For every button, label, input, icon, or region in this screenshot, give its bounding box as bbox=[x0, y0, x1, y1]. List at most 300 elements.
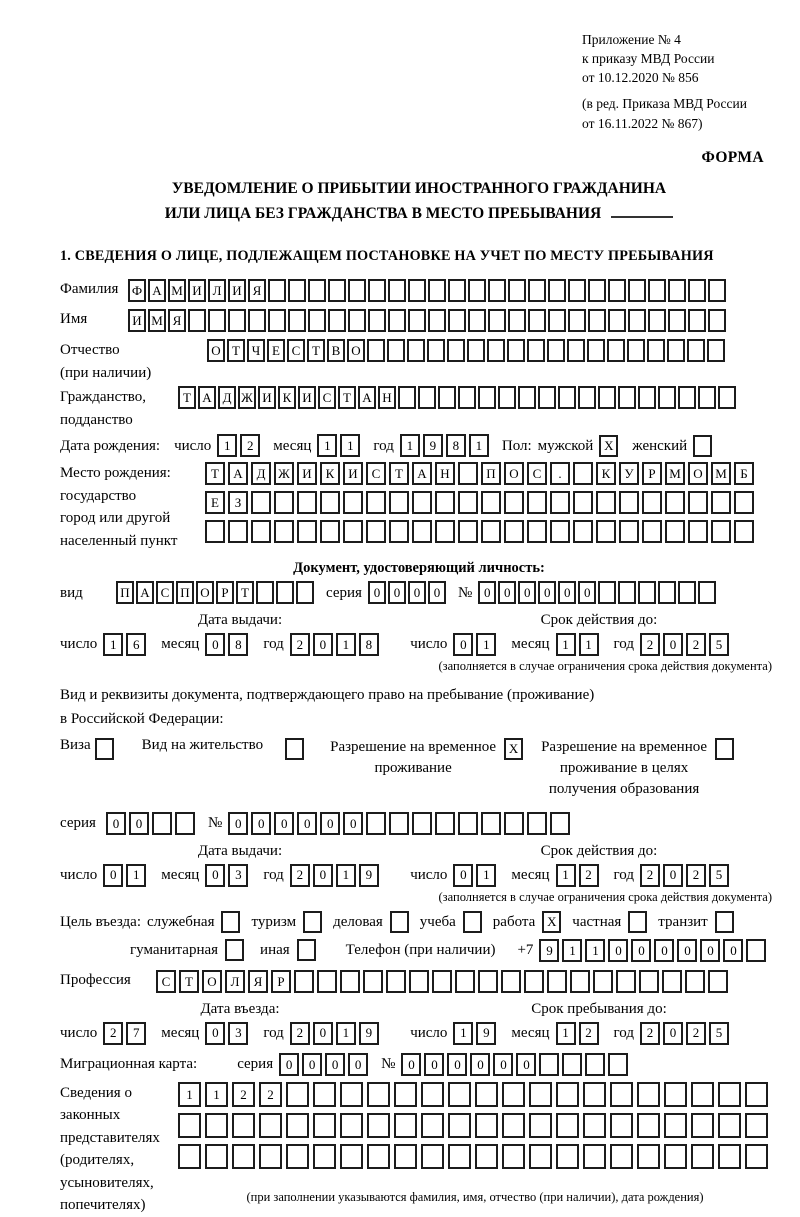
representatives-line3[interactable] bbox=[178, 1144, 772, 1169]
char-cell[interactable]: 0 bbox=[343, 812, 363, 835]
char-cell[interactable]: 0 bbox=[453, 633, 473, 656]
char-cell[interactable]: Т bbox=[338, 386, 356, 409]
char-cell[interactable] bbox=[188, 309, 206, 332]
char-cell[interactable] bbox=[366, 520, 386, 543]
other-checkbox[interactable] bbox=[297, 939, 318, 961]
char-cell[interactable] bbox=[658, 581, 676, 604]
char-cell[interactable]: 0 bbox=[401, 1053, 421, 1076]
valid-day-input[interactable] bbox=[453, 633, 499, 656]
char-cell[interactable]: П bbox=[481, 462, 501, 485]
char-cell[interactable] bbox=[547, 970, 567, 993]
char-cell[interactable]: 2 bbox=[290, 864, 310, 887]
char-cell[interactable]: 0 bbox=[663, 633, 683, 656]
char-cell[interactable] bbox=[588, 279, 606, 302]
birth-place-line3[interactable] bbox=[205, 520, 757, 543]
char-cell[interactable] bbox=[685, 970, 705, 993]
char-cell[interactable] bbox=[691, 1144, 714, 1169]
until-year-input[interactable] bbox=[640, 1022, 732, 1045]
char-cell[interactable] bbox=[251, 491, 271, 514]
char-cell[interactable] bbox=[458, 491, 478, 514]
char-cell[interactable] bbox=[583, 1082, 606, 1107]
char-cell[interactable] bbox=[232, 1144, 255, 1169]
char-cell[interactable] bbox=[343, 491, 363, 514]
char-cell[interactable] bbox=[274, 491, 294, 514]
char-cell[interactable]: И bbox=[128, 309, 146, 332]
char-cell[interactable] bbox=[668, 279, 686, 302]
char-cell[interactable] bbox=[664, 1144, 687, 1169]
char-cell[interactable] bbox=[688, 279, 706, 302]
char-cell[interactable]: Л bbox=[225, 970, 245, 993]
char-cell[interactable] bbox=[527, 339, 545, 362]
char-cell[interactable] bbox=[638, 581, 656, 604]
char-cell[interactable] bbox=[610, 1113, 633, 1138]
char-cell[interactable] bbox=[715, 738, 734, 760]
char-cell[interactable] bbox=[421, 1113, 444, 1138]
char-cell[interactable] bbox=[608, 279, 626, 302]
char-cell[interactable] bbox=[178, 1144, 201, 1169]
char-cell[interactable]: 1 bbox=[562, 939, 582, 962]
representatives-line1[interactable] bbox=[178, 1082, 772, 1107]
char-cell[interactable] bbox=[398, 386, 416, 409]
female-checkbox[interactable] bbox=[693, 435, 714, 457]
char-cell[interactable]: 9 bbox=[423, 434, 443, 457]
char-cell[interactable] bbox=[708, 970, 728, 993]
char-cell[interactable] bbox=[205, 1144, 228, 1169]
char-cell[interactable]: 0 bbox=[518, 581, 536, 604]
entry-month-input[interactable] bbox=[205, 1022, 251, 1045]
char-cell[interactable]: 7 bbox=[126, 1022, 146, 1045]
char-cell[interactable] bbox=[448, 279, 466, 302]
char-cell[interactable]: 1 bbox=[336, 1022, 356, 1045]
char-cell[interactable] bbox=[711, 520, 731, 543]
char-cell[interactable]: X bbox=[599, 435, 618, 457]
char-cell[interactable] bbox=[665, 520, 685, 543]
char-cell[interactable]: . bbox=[550, 462, 570, 485]
char-cell[interactable]: Т bbox=[205, 462, 225, 485]
char-cell[interactable]: 2 bbox=[686, 864, 706, 887]
char-cell[interactable] bbox=[585, 1053, 605, 1076]
char-cell[interactable] bbox=[435, 812, 455, 835]
char-cell[interactable]: 2 bbox=[290, 633, 310, 656]
char-cell[interactable] bbox=[297, 939, 316, 961]
char-cell[interactable] bbox=[667, 339, 685, 362]
char-cell[interactable]: А bbox=[412, 462, 432, 485]
char-cell[interactable] bbox=[389, 520, 409, 543]
representatives-line2[interactable] bbox=[178, 1113, 772, 1138]
char-cell[interactable] bbox=[568, 309, 586, 332]
char-cell[interactable]: 1 bbox=[476, 864, 496, 887]
migration-seriya-input[interactable] bbox=[279, 1053, 371, 1076]
official-checkbox[interactable] bbox=[221, 911, 242, 933]
char-cell[interactable] bbox=[598, 386, 616, 409]
char-cell[interactable] bbox=[638, 386, 656, 409]
char-cell[interactable]: 2 bbox=[686, 633, 706, 656]
char-cell[interactable]: Н bbox=[378, 386, 396, 409]
issue-year-input[interactable] bbox=[290, 633, 382, 656]
char-cell[interactable]: 1 bbox=[217, 434, 237, 457]
char-cell[interactable] bbox=[386, 970, 406, 993]
char-cell[interactable]: 0 bbox=[516, 1053, 536, 1076]
char-cell[interactable] bbox=[481, 491, 501, 514]
char-cell[interactable] bbox=[708, 279, 726, 302]
char-cell[interactable] bbox=[308, 279, 326, 302]
char-cell[interactable] bbox=[648, 279, 666, 302]
valid-month-input[interactable] bbox=[556, 633, 602, 656]
char-cell[interactable] bbox=[687, 339, 705, 362]
char-cell[interactable] bbox=[475, 1144, 498, 1169]
migration-nomer-input[interactable] bbox=[401, 1053, 631, 1076]
char-cell[interactable]: С bbox=[287, 339, 305, 362]
char-cell[interactable] bbox=[664, 1082, 687, 1107]
char-cell[interactable]: 0 bbox=[677, 939, 697, 962]
char-cell[interactable]: 0 bbox=[325, 1053, 345, 1076]
char-cell[interactable] bbox=[248, 309, 266, 332]
char-cell[interactable] bbox=[225, 939, 244, 961]
char-cell[interactable] bbox=[711, 491, 731, 514]
valid-month-input[interactable] bbox=[556, 864, 602, 887]
char-cell[interactable]: 2 bbox=[579, 864, 599, 887]
valid-day-input[interactable] bbox=[453, 864, 499, 887]
tourism-checkbox[interactable] bbox=[303, 911, 324, 933]
char-cell[interactable] bbox=[718, 1113, 741, 1138]
char-cell[interactable] bbox=[524, 970, 544, 993]
birth-place-line1[interactable] bbox=[205, 462, 757, 485]
char-cell[interactable]: С bbox=[156, 970, 176, 993]
char-cell[interactable]: 0 bbox=[313, 633, 333, 656]
char-cell[interactable] bbox=[475, 1082, 498, 1107]
char-cell[interactable] bbox=[478, 970, 498, 993]
char-cell[interactable]: 0 bbox=[578, 581, 596, 604]
char-cell[interactable]: X bbox=[542, 911, 561, 933]
char-cell[interactable] bbox=[508, 309, 526, 332]
vnzh-checkbox[interactable] bbox=[285, 738, 306, 760]
char-cell[interactable] bbox=[427, 339, 445, 362]
char-cell[interactable]: 1 bbox=[556, 1022, 576, 1045]
char-cell[interactable]: Т bbox=[307, 339, 325, 362]
char-cell[interactable]: Р bbox=[271, 970, 291, 993]
valid-year-input[interactable] bbox=[640, 864, 732, 887]
char-cell[interactable] bbox=[688, 309, 706, 332]
char-cell[interactable] bbox=[529, 1082, 552, 1107]
char-cell[interactable]: Е bbox=[267, 339, 285, 362]
char-cell[interactable] bbox=[558, 386, 576, 409]
char-cell[interactable] bbox=[394, 1144, 417, 1169]
char-cell[interactable]: 0 bbox=[348, 1053, 368, 1076]
char-cell[interactable]: 0 bbox=[408, 581, 426, 604]
char-cell[interactable] bbox=[95, 738, 114, 760]
char-cell[interactable] bbox=[467, 339, 485, 362]
char-cell[interactable] bbox=[508, 279, 526, 302]
char-cell[interactable] bbox=[288, 279, 306, 302]
char-cell[interactable] bbox=[421, 1144, 444, 1169]
char-cell[interactable] bbox=[232, 1113, 255, 1138]
char-cell[interactable] bbox=[228, 520, 248, 543]
char-cell[interactable] bbox=[408, 279, 426, 302]
char-cell[interactable] bbox=[251, 520, 271, 543]
issue-year-input[interactable] bbox=[290, 864, 382, 887]
char-cell[interactable] bbox=[498, 386, 516, 409]
char-cell[interactable]: А bbox=[136, 581, 154, 604]
char-cell[interactable]: 0 bbox=[274, 812, 294, 835]
entry-day-input[interactable] bbox=[103, 1022, 149, 1045]
char-cell[interactable]: Р bbox=[216, 581, 234, 604]
char-cell[interactable]: 8 bbox=[228, 633, 248, 656]
char-cell[interactable]: 0 bbox=[654, 939, 674, 962]
char-cell[interactable]: С bbox=[156, 581, 174, 604]
birth-month-input[interactable] bbox=[317, 434, 363, 457]
birth-place-line2[interactable] bbox=[205, 491, 757, 514]
char-cell[interactable] bbox=[548, 309, 566, 332]
char-cell[interactable]: 0 bbox=[106, 812, 126, 835]
char-cell[interactable]: 2 bbox=[259, 1082, 282, 1107]
char-cell[interactable]: 0 bbox=[368, 581, 386, 604]
char-cell[interactable] bbox=[458, 386, 476, 409]
char-cell[interactable] bbox=[303, 911, 322, 933]
char-cell[interactable]: 3 bbox=[228, 1022, 248, 1045]
char-cell[interactable] bbox=[628, 279, 646, 302]
char-cell[interactable] bbox=[488, 309, 506, 332]
char-cell[interactable]: 2 bbox=[579, 1022, 599, 1045]
char-cell[interactable] bbox=[367, 1113, 390, 1138]
char-cell[interactable] bbox=[678, 581, 696, 604]
char-cell[interactable]: 2 bbox=[103, 1022, 123, 1045]
rvp-education-checkbox[interactable] bbox=[715, 738, 736, 760]
char-cell[interactable] bbox=[547, 339, 565, 362]
char-cell[interactable] bbox=[268, 309, 286, 332]
char-cell[interactable] bbox=[570, 970, 590, 993]
char-cell[interactable]: 0 bbox=[700, 939, 720, 962]
char-cell[interactable] bbox=[745, 1113, 768, 1138]
char-cell[interactable] bbox=[317, 970, 337, 993]
valid-year-input[interactable] bbox=[640, 633, 732, 656]
char-cell[interactable] bbox=[256, 581, 274, 604]
char-cell[interactable]: 0 bbox=[205, 633, 225, 656]
char-cell[interactable] bbox=[647, 339, 665, 362]
char-cell[interactable]: 0 bbox=[313, 864, 333, 887]
char-cell[interactable] bbox=[340, 1144, 363, 1169]
char-cell[interactable]: М bbox=[665, 462, 685, 485]
male-checkbox[interactable] bbox=[599, 435, 620, 457]
char-cell[interactable] bbox=[285, 738, 304, 760]
char-cell[interactable] bbox=[718, 1082, 741, 1107]
char-cell[interactable] bbox=[556, 1144, 579, 1169]
char-cell[interactable] bbox=[573, 462, 593, 485]
char-cell[interactable] bbox=[308, 309, 326, 332]
char-cell[interactable]: О bbox=[504, 462, 524, 485]
char-cell[interactable]: Я bbox=[248, 970, 268, 993]
char-cell[interactable] bbox=[259, 1113, 282, 1138]
char-cell[interactable]: И bbox=[298, 386, 316, 409]
char-cell[interactable] bbox=[573, 520, 593, 543]
issue-month-input[interactable] bbox=[205, 864, 251, 887]
char-cell[interactable] bbox=[527, 491, 547, 514]
char-cell[interactable] bbox=[408, 309, 426, 332]
char-cell[interactable]: 1 bbox=[126, 864, 146, 887]
char-cell[interactable]: Я bbox=[168, 309, 186, 332]
char-cell[interactable] bbox=[608, 1053, 628, 1076]
char-cell[interactable] bbox=[313, 1113, 336, 1138]
char-cell[interactable] bbox=[259, 1144, 282, 1169]
char-cell[interactable] bbox=[205, 1113, 228, 1138]
char-cell[interactable]: 0 bbox=[103, 864, 123, 887]
char-cell[interactable] bbox=[548, 279, 566, 302]
doc-seriya-input[interactable] bbox=[368, 581, 448, 604]
char-cell[interactable]: 2 bbox=[640, 1022, 660, 1045]
char-cell[interactable] bbox=[718, 386, 736, 409]
char-cell[interactable]: К bbox=[320, 462, 340, 485]
char-cell[interactable] bbox=[734, 491, 754, 514]
char-cell[interactable] bbox=[286, 1082, 309, 1107]
char-cell[interactable] bbox=[628, 911, 647, 933]
char-cell[interactable] bbox=[328, 309, 346, 332]
char-cell[interactable]: П bbox=[176, 581, 194, 604]
char-cell[interactable] bbox=[367, 1144, 390, 1169]
char-cell[interactable] bbox=[538, 386, 556, 409]
char-cell[interactable] bbox=[619, 520, 639, 543]
work-checkbox[interactable] bbox=[542, 911, 563, 933]
char-cell[interactable] bbox=[343, 520, 363, 543]
char-cell[interactable] bbox=[642, 491, 662, 514]
char-cell[interactable] bbox=[587, 339, 605, 362]
char-cell[interactable]: 0 bbox=[388, 581, 406, 604]
char-cell[interactable] bbox=[340, 1113, 363, 1138]
issue-month-input[interactable] bbox=[205, 633, 251, 656]
char-cell[interactable]: А bbox=[228, 462, 248, 485]
char-cell[interactable]: 1 bbox=[556, 864, 576, 887]
char-cell[interactable] bbox=[394, 1113, 417, 1138]
char-cell[interactable] bbox=[228, 309, 246, 332]
char-cell[interactable] bbox=[627, 339, 645, 362]
char-cell[interactable] bbox=[368, 309, 386, 332]
char-cell[interactable] bbox=[276, 581, 294, 604]
residence-seriya-input[interactable] bbox=[106, 812, 198, 835]
char-cell[interactable]: 8 bbox=[446, 434, 466, 457]
char-cell[interactable]: И bbox=[188, 279, 206, 302]
char-cell[interactable]: 1 bbox=[340, 434, 360, 457]
issue-day-input[interactable] bbox=[103, 633, 149, 656]
char-cell[interactable] bbox=[718, 1144, 741, 1169]
char-cell[interactable] bbox=[642, 520, 662, 543]
char-cell[interactable] bbox=[618, 581, 636, 604]
char-cell[interactable]: 3 bbox=[228, 864, 248, 887]
char-cell[interactable] bbox=[648, 309, 666, 332]
char-cell[interactable] bbox=[348, 279, 366, 302]
humanitarian-checkbox[interactable] bbox=[225, 939, 246, 961]
char-cell[interactable]: И bbox=[297, 462, 317, 485]
char-cell[interactable]: 0 bbox=[538, 581, 556, 604]
char-cell[interactable]: Т bbox=[236, 581, 254, 604]
char-cell[interactable] bbox=[175, 812, 195, 835]
char-cell[interactable] bbox=[746, 939, 766, 962]
char-cell[interactable] bbox=[610, 1082, 633, 1107]
char-cell[interactable]: 2 bbox=[640, 864, 660, 887]
char-cell[interactable]: Ж bbox=[238, 386, 256, 409]
char-cell[interactable] bbox=[328, 279, 346, 302]
char-cell[interactable]: 0 bbox=[428, 581, 446, 604]
char-cell[interactable] bbox=[593, 970, 613, 993]
char-cell[interactable]: О bbox=[688, 462, 708, 485]
char-cell[interactable] bbox=[668, 309, 686, 332]
char-cell[interactable] bbox=[665, 491, 685, 514]
char-cell[interactable] bbox=[567, 339, 585, 362]
char-cell[interactable]: 0 bbox=[205, 1022, 225, 1045]
char-cell[interactable] bbox=[502, 1113, 525, 1138]
char-cell[interactable] bbox=[678, 386, 696, 409]
char-cell[interactable] bbox=[421, 1082, 444, 1107]
char-cell[interactable]: 1 bbox=[453, 1022, 473, 1045]
char-cell[interactable] bbox=[527, 812, 547, 835]
char-cell[interactable] bbox=[463, 911, 482, 933]
char-cell[interactable] bbox=[366, 812, 386, 835]
char-cell[interactable] bbox=[340, 1082, 363, 1107]
issue-day-input[interactable] bbox=[103, 864, 149, 887]
char-cell[interactable]: Л bbox=[208, 279, 226, 302]
char-cell[interactable] bbox=[368, 279, 386, 302]
char-cell[interactable] bbox=[539, 1053, 559, 1076]
char-cell[interactable]: 9 bbox=[359, 1022, 379, 1045]
char-cell[interactable]: 1 bbox=[476, 633, 496, 656]
transit-checkbox[interactable] bbox=[715, 911, 736, 933]
char-cell[interactable]: 0 bbox=[129, 812, 149, 835]
char-cell[interactable]: 6 bbox=[126, 633, 146, 656]
doc-nomer-input[interactable] bbox=[478, 581, 718, 604]
char-cell[interactable] bbox=[637, 1113, 660, 1138]
char-cell[interactable] bbox=[286, 1113, 309, 1138]
char-cell[interactable] bbox=[387, 339, 405, 362]
given-name-input[interactable] bbox=[128, 309, 728, 332]
entry-year-input[interactable] bbox=[290, 1022, 382, 1045]
char-cell[interactable]: 0 bbox=[453, 864, 473, 887]
char-cell[interactable]: Е bbox=[205, 491, 225, 514]
char-cell[interactable]: О bbox=[207, 339, 225, 362]
char-cell[interactable]: 0 bbox=[228, 812, 248, 835]
surname-input[interactable] bbox=[128, 279, 728, 302]
char-cell[interactable] bbox=[528, 309, 546, 332]
char-cell[interactable] bbox=[394, 1082, 417, 1107]
char-cell[interactable] bbox=[448, 1144, 471, 1169]
char-cell[interactable]: М bbox=[148, 309, 166, 332]
char-cell[interactable]: 0 bbox=[478, 581, 496, 604]
char-cell[interactable] bbox=[698, 581, 716, 604]
char-cell[interactable] bbox=[664, 1113, 687, 1138]
char-cell[interactable] bbox=[693, 435, 712, 457]
char-cell[interactable] bbox=[608, 309, 626, 332]
char-cell[interactable] bbox=[562, 1053, 582, 1076]
char-cell[interactable]: 0 bbox=[498, 581, 516, 604]
char-cell[interactable]: 1 bbox=[579, 633, 599, 656]
char-cell[interactable]: У bbox=[619, 462, 639, 485]
char-cell[interactable] bbox=[438, 386, 456, 409]
char-cell[interactable]: 1 bbox=[205, 1082, 228, 1107]
char-cell[interactable]: 0 bbox=[251, 812, 271, 835]
char-cell[interactable]: 0 bbox=[663, 864, 683, 887]
char-cell[interactable] bbox=[488, 279, 506, 302]
patronymic-input[interactable] bbox=[207, 339, 727, 362]
until-month-input[interactable] bbox=[556, 1022, 602, 1045]
char-cell[interactable]: 0 bbox=[663, 1022, 683, 1045]
char-cell[interactable] bbox=[662, 970, 682, 993]
char-cell[interactable]: А bbox=[148, 279, 166, 302]
char-cell[interactable] bbox=[550, 812, 570, 835]
char-cell[interactable] bbox=[389, 491, 409, 514]
char-cell[interactable] bbox=[588, 309, 606, 332]
char-cell[interactable] bbox=[435, 520, 455, 543]
char-cell[interactable] bbox=[367, 1082, 390, 1107]
char-cell[interactable] bbox=[487, 339, 505, 362]
char-cell[interactable]: Ж bbox=[274, 462, 294, 485]
doc-type-input[interactable] bbox=[116, 581, 316, 604]
char-cell[interactable] bbox=[607, 339, 625, 362]
